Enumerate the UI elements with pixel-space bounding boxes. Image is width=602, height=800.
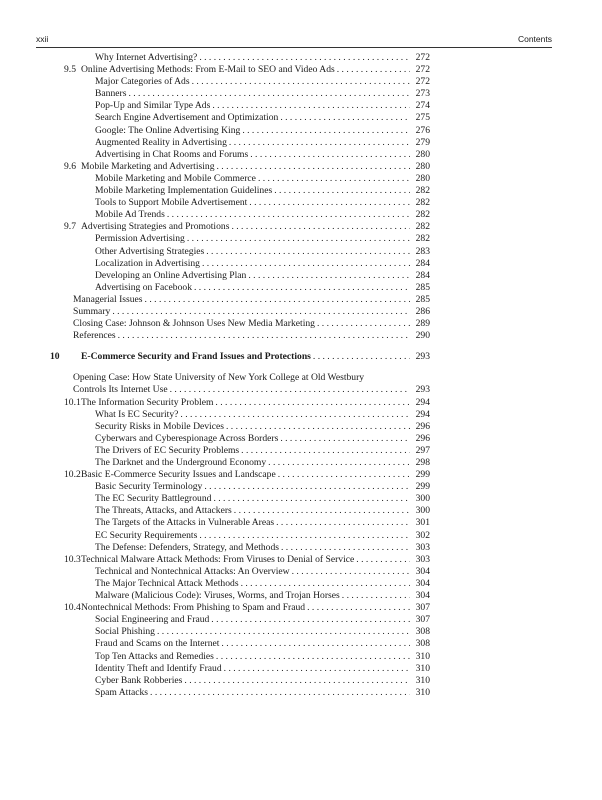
toc-entry-title: Augmented Reality in Advertising — [95, 136, 227, 148]
toc-page-number: 280 — [415, 160, 430, 172]
toc-page-number: 283 — [415, 245, 430, 257]
dot-leader — [192, 76, 410, 88]
toc-entry-title-wrap — [81, 602, 410, 614]
dot-leader — [180, 409, 410, 421]
toc-entry-title: Cyberwars and Cyberespionage Across Borders — [95, 432, 279, 444]
toc-entry-title: Top Ten Attacks and Remedies — [95, 650, 214, 662]
toc-page-number: 284 — [415, 269, 430, 281]
toc-entry-title-wrap — [95, 88, 410, 100]
toc-entry[interactable] — [0, 590, 602, 602]
dot-leader — [234, 505, 410, 517]
toc-page-number: 272 — [415, 64, 430, 76]
toc-entry[interactable] — [0, 233, 602, 245]
toc-page-number: 299 — [415, 469, 430, 481]
toc-page-number: 279 — [415, 136, 430, 148]
toc-entry-title-wrap — [95, 457, 410, 469]
toc-page-number: 282 — [415, 233, 430, 245]
toc-entry-title-wrap — [81, 397, 410, 409]
toc-page-number: 284 — [415, 257, 430, 269]
dot-leader — [278, 469, 410, 481]
toc-entry-title: The Threats, Attacks, and Attackers — [95, 505, 232, 517]
dot-leader — [199, 530, 410, 542]
toc-entry[interactable] — [0, 602, 602, 614]
toc-page-number: 304 — [415, 590, 430, 602]
dot-leader — [187, 233, 410, 245]
toc-entry-title-wrap — [81, 351, 410, 363]
dot-leader — [150, 687, 410, 699]
toc-entry-title-wrap — [95, 590, 410, 602]
toc-entry-title: Technical and Nontechnical Attacks: An Overview — [95, 565, 290, 577]
toc-entry-title-wrap — [81, 554, 410, 566]
toc-page-number: 272 — [415, 52, 430, 63]
toc-entry-title-wrap — [95, 626, 410, 638]
toc-entry[interactable] — [0, 409, 602, 421]
dot-leader — [258, 173, 410, 185]
toc-entry-title-wrap — [95, 530, 410, 542]
toc-entry-title-wrap — [95, 675, 410, 687]
dot-leader — [242, 125, 410, 137]
toc-page-number: 310 — [415, 662, 430, 674]
toc-entry[interactable] — [0, 76, 602, 88]
toc-entry-title: Managerial Issues — [73, 293, 143, 305]
toc-entry-title-wrap — [95, 185, 410, 197]
toc-entry[interactable] — [0, 197, 602, 209]
toc-entry-title: Search Engine Advertisement and Optimization — [95, 112, 279, 124]
toc-page-number: 272 — [415, 76, 430, 88]
chapter-number: 10 — [50, 351, 60, 363]
dot-leader — [112, 306, 410, 318]
toc-entry-title: Fraud and Scams on the Internet — [95, 638, 220, 650]
dot-leader — [274, 185, 410, 197]
section-number: 10.3 — [64, 553, 81, 565]
dot-leader — [217, 161, 411, 173]
toc-entry[interactable] — [0, 246, 602, 258]
toc-entry[interactable] — [0, 481, 602, 493]
dot-leader — [226, 421, 410, 433]
toc-entry-title-wrap — [95, 481, 410, 493]
toc-entry[interactable] — [0, 554, 602, 566]
toc-entry-title-wrap — [95, 433, 410, 445]
toc-page-number: 300 — [415, 493, 430, 505]
toc-page-number: 300 — [415, 505, 430, 517]
toc-page-number: 310 — [415, 674, 430, 686]
dot-leader — [170, 384, 410, 396]
dot-leader — [204, 481, 410, 493]
toc-page-number: 289 — [415, 318, 430, 330]
running-header — [0, 0, 602, 44]
toc-page-number: 304 — [415, 577, 430, 589]
dot-leader — [184, 675, 410, 687]
toc-entry[interactable] — [0, 626, 602, 638]
dot-leader — [268, 457, 410, 469]
dot-leader — [157, 626, 410, 638]
toc-entry-title-wrap — [95, 233, 410, 245]
toc-entry-title-wrap — [95, 663, 410, 675]
toc-entry[interactable] — [0, 161, 602, 173]
toc-entry-title: Localization in Advertising — [95, 257, 200, 269]
toc-entry-title-wrap — [95, 149, 410, 161]
toc-entry-title: Technical Malware Attack Methods: From Viruses to Denial of Service — [81, 553, 355, 565]
dot-leader — [248, 270, 410, 282]
toc-page-number: 280 — [415, 148, 430, 160]
toc-page-number: 302 — [415, 529, 430, 541]
toc-entry-title-wrap — [95, 651, 410, 663]
toc-entry[interactable] — [0, 221, 602, 233]
toc-page-number: 286 — [415, 305, 430, 317]
toc-entry-title: Major Categories of Ads — [95, 76, 190, 88]
toc-entry-title: EC Security Requirements — [95, 529, 198, 541]
toc-entry[interactable] — [0, 149, 602, 161]
toc-entry[interactable] — [0, 100, 602, 112]
toc-entry[interactable] — [0, 638, 602, 650]
toc-entry[interactable] — [0, 433, 602, 445]
toc-page-number: 296 — [415, 432, 430, 444]
toc-entry[interactable] — [0, 258, 602, 270]
toc-entry-title: Mobile Marketing and Mobile Commerce — [95, 172, 256, 184]
toc-entry-title: The Information Security Problem — [81, 396, 214, 408]
toc-entry-title-wrap — [95, 517, 410, 529]
toc-chapter-row[interactable] — [0, 351, 602, 363]
header-rule — [36, 47, 552, 48]
toc-entry-title-wrap — [95, 270, 410, 282]
toc-entry-title: The Major Technical Attack Methods — [95, 577, 239, 589]
toc-page-number: 310 — [415, 650, 430, 662]
toc-entry-title: Advertising in Chat Rooms and Forums — [95, 148, 249, 160]
toc-entry[interactable] — [0, 445, 602, 457]
toc-page-number: 274 — [415, 100, 430, 112]
dot-leader — [199, 52, 410, 64]
toc-entry-title: Pop-Up and Similar Type Ads — [95, 100, 211, 112]
toc-entry[interactable] — [0, 530, 602, 542]
section-number: 10.1 — [64, 396, 81, 408]
dot-leader — [215, 397, 410, 409]
toc-entry-title: Nontechnical Methods: From Phishing to Spam and Fraud — [81, 602, 306, 614]
toc-entry-title: Mobile Marketing and Advertising — [81, 160, 215, 172]
toc-page-number: 298 — [415, 457, 430, 468]
toc-page-number: 280 — [415, 172, 430, 184]
toc-entry[interactable] — [0, 330, 602, 342]
toc-entry[interactable] — [0, 578, 602, 590]
toc-entry-title: Social Engineering and Fraud — [95, 614, 210, 626]
toc-entry[interactable] — [0, 384, 602, 396]
dot-leader — [145, 294, 410, 306]
toc-entry-title: The Drivers of EC Security Problems — [95, 444, 240, 456]
toc-entry-title-wrap — [73, 318, 410, 330]
toc-entry-title-wrap — [95, 282, 410, 294]
toc-entry-title-wrap — [95, 209, 410, 221]
toc-entry-title: Online Advertising Methods: From E-Mail to SEO and Video Ads — [81, 64, 335, 76]
dot-leader — [292, 566, 410, 578]
toc-entry-title: Mobile Ad Trends — [95, 209, 165, 221]
dot-leader — [317, 318, 410, 330]
toc-entry-title: Advertising on Facebook — [95, 281, 192, 293]
toc-entry-title-wrap — [95, 614, 410, 626]
dot-leader — [337, 64, 410, 76]
toc-page-number: 282 — [415, 197, 430, 209]
toc-entry-title-wrap — [73, 306, 410, 318]
dot-leader — [206, 246, 410, 258]
toc-page-number: 273 — [415, 88, 430, 100]
dot-leader — [213, 493, 410, 505]
running-header-title: Contents — [517, 34, 552, 44]
toc-entry[interactable] — [0, 675, 602, 687]
toc-entry-title: Social Phishing — [95, 626, 155, 638]
toc-entry-title: The Darknet and the Underground Economy — [95, 457, 267, 468]
dot-leader — [167, 209, 410, 221]
toc-entry-title: Basic Security Terminology — [95, 481, 203, 493]
toc-entry-title-wrap — [95, 578, 410, 590]
toc-page-number: 303 — [415, 553, 430, 565]
toc-entry[interactable] — [0, 270, 602, 282]
toc-entry-title: Other Advertising Strategies — [95, 245, 205, 257]
toc-page-number: 282 — [415, 185, 430, 197]
toc-entry-title-wrap — [73, 330, 410, 342]
dot-leader — [307, 602, 410, 614]
toc-page-number: 296 — [415, 420, 430, 432]
toc-entry-title: Controls Its Internet Use — [73, 384, 168, 396]
dot-leader — [224, 663, 410, 675]
toc-entry-title-wrap — [95, 445, 410, 457]
toc-entry[interactable] — [0, 493, 602, 505]
toc-entry-title: Google: The Online Advertising King — [95, 124, 241, 136]
toc-entry-title: Basic E-Commerce Security Issues and Landscape — [81, 469, 276, 481]
toc-page-number: 282 — [415, 221, 430, 233]
toc-page-number: 293 — [415, 351, 430, 363]
dot-leader — [241, 445, 410, 457]
toc-page-number: 303 — [415, 541, 430, 553]
toc-entry-title-wrap — [95, 52, 410, 64]
toc-entry[interactable] — [0, 173, 602, 185]
toc-page-number: 285 — [415, 293, 430, 305]
toc-entry-title-wrap — [81, 221, 410, 233]
toc-entry-title-wrap — [95, 173, 410, 185]
toc-page-number: 275 — [415, 112, 430, 124]
toc-entry-title: The EC Security Battleground — [95, 493, 212, 505]
dot-leader — [249, 197, 410, 209]
toc-entry[interactable] — [0, 112, 602, 124]
dot-leader — [313, 351, 410, 363]
dot-leader — [241, 578, 410, 590]
toc-page-number: 304 — [415, 565, 430, 577]
toc-entry[interactable] — [0, 64, 602, 76]
toc-entry-title-wrap — [95, 137, 410, 149]
toc-page-number: 293 — [415, 384, 430, 396]
toc-page-number: 290 — [415, 330, 430, 342]
section-number: 10.4 — [64, 602, 81, 614]
toc-entry-title: The Defense: Defenders, Strategy, and Methods — [95, 541, 279, 553]
dot-leader — [194, 282, 410, 294]
toc-entry-title-wrap — [95, 687, 410, 699]
toc-entry-title-wrap — [95, 421, 410, 433]
toc-page-number: 308 — [415, 626, 430, 638]
toc-entry-title-wrap — [81, 64, 410, 76]
dot-leader — [221, 638, 410, 650]
toc-entry-title-wrap — [95, 246, 410, 258]
toc-page-number: 307 — [415, 614, 430, 626]
toc-entry-title-wrap — [95, 125, 410, 137]
dot-leader — [229, 137, 410, 149]
toc-entry-title: Banners — [95, 88, 127, 100]
toc-entry[interactable] — [0, 517, 602, 529]
dot-leader — [212, 100, 410, 112]
dot-leader — [118, 330, 410, 342]
toc-entry-title: Cyber Bank Robberies — [95, 674, 183, 686]
toc-page-number: 299 — [415, 481, 430, 493]
toc-entry[interactable] — [0, 125, 602, 137]
toc-entry[interactable] — [0, 614, 602, 626]
section-number: 9.5 — [64, 64, 76, 76]
toc-entry-title: References — [73, 330, 116, 342]
toc-entry[interactable] — [0, 421, 602, 433]
section-number: 9.6 — [64, 160, 76, 172]
toc-page-number: 294 — [415, 408, 430, 420]
toc-entry-title-wrap — [95, 542, 410, 554]
toc-entry-title-wrap — [73, 294, 410, 306]
toc-entry-title-wrap — [95, 566, 410, 578]
toc-entry-title: Mobile Marketing Implementation Guidelines — [95, 185, 273, 197]
toc-page-number: 301 — [415, 517, 430, 529]
toc-page-number: 294 — [415, 396, 430, 408]
toc-entry[interactable] — [0, 88, 602, 100]
toc-entry-title: The Targets of the Attacks in Vulnerable Areas — [95, 517, 275, 529]
toc-page-number: 297 — [415, 444, 430, 456]
toc-entry[interactable] — [0, 505, 602, 517]
dot-leader — [211, 614, 410, 626]
toc-entry-title: Identity Theft and Identify Fraud — [95, 662, 222, 674]
toc-page-number: 285 — [415, 281, 430, 293]
toc-entry-title: Closing Case: Johnson & Johnson Uses New Media Marketing — [73, 318, 315, 330]
toc-page-number: 282 — [415, 209, 430, 221]
toc-entry-title: Malware (Malicious Code): Viruses, Worms, and Trojan Horses — [95, 590, 340, 602]
toc-entry[interactable] — [0, 566, 602, 578]
dot-leader — [202, 258, 410, 270]
section-number: 10.2 — [64, 469, 81, 481]
toc-entry[interactable] — [0, 469, 602, 481]
toc-entry-title-wrap — [81, 161, 410, 173]
toc-entry-title: Summary — [73, 305, 111, 317]
table-of-contents — [0, 52, 602, 699]
toc-entry-title: Spam Attacks — [95, 686, 149, 698]
toc-entry[interactable] — [0, 318, 602, 330]
toc-page-number: 308 — [415, 638, 430, 650]
toc-entry-title-wrap — [95, 505, 410, 517]
dot-leader — [231, 221, 410, 233]
toc-entry[interactable] — [0, 457, 602, 469]
toc-entry-title-wrap — [73, 384, 410, 396]
dot-leader — [281, 542, 410, 554]
toc-entry[interactable] — [0, 52, 602, 64]
toc-entry-title: Why Internet Advertising? — [95, 52, 198, 63]
toc-entry-title: Security Risks in Mobile Devices — [95, 420, 224, 432]
toc-entry-title: Permission Advertising — [95, 233, 185, 245]
toc-entry[interactable] — [0, 397, 602, 409]
toc-entry[interactable] — [0, 687, 602, 699]
page-number: xxii — [36, 34, 49, 44]
toc-entry-title-wrap — [95, 197, 410, 209]
toc-entry-title: Advertising Strategies and Promotions — [81, 221, 230, 233]
dot-leader — [276, 517, 410, 529]
dot-leader — [128, 88, 410, 100]
toc-entry-title-wrap — [95, 258, 410, 270]
toc-entry-title-wrap — [95, 409, 410, 421]
toc-entry-title-wrap — [81, 469, 410, 481]
section-number: 9.7 — [64, 221, 76, 233]
toc-entry-title: E-Commerce Security and Frand Issues and Protections — [81, 351, 311, 363]
toc-page-number: 276 — [415, 124, 430, 136]
dot-leader — [280, 433, 410, 445]
dot-leader — [216, 651, 410, 663]
toc-entry-title: Opening Case: How State University of New York College at Old Westbury — [73, 372, 365, 384]
toc-entry[interactable] — [0, 282, 602, 294]
toc-entry-title-wrap — [73, 372, 410, 384]
toc-entry-title-wrap — [95, 638, 410, 650]
dot-leader — [280, 112, 410, 124]
dot-leader — [250, 149, 410, 161]
toc-entry-title: Tools to Support Mobile Advertisement — [95, 197, 248, 209]
toc-entry-title-wrap — [95, 112, 410, 124]
toc-page-number: 310 — [415, 686, 430, 698]
toc-page-number: 307 — [415, 602, 430, 614]
toc-entry-title-wrap — [95, 76, 410, 88]
toc-entry-title-wrap — [95, 100, 410, 112]
toc-entry[interactable] — [0, 542, 602, 554]
toc-entry[interactable] — [0, 185, 602, 197]
toc-entry[interactable] — [0, 209, 602, 221]
toc-entry-title-wrap — [95, 493, 410, 505]
toc-entry[interactable] — [0, 651, 602, 663]
toc-entry-title: Developing an Online Advertising Plan — [95, 269, 247, 281]
toc-entry[interactable] — [0, 294, 602, 306]
toc-entry[interactable] — [0, 306, 602, 318]
toc-entry[interactable] — [0, 372, 602, 384]
toc-entry[interactable] — [0, 137, 602, 149]
toc-entry[interactable] — [0, 663, 602, 675]
toc-entry-title: What Is EC Security? — [95, 408, 179, 420]
